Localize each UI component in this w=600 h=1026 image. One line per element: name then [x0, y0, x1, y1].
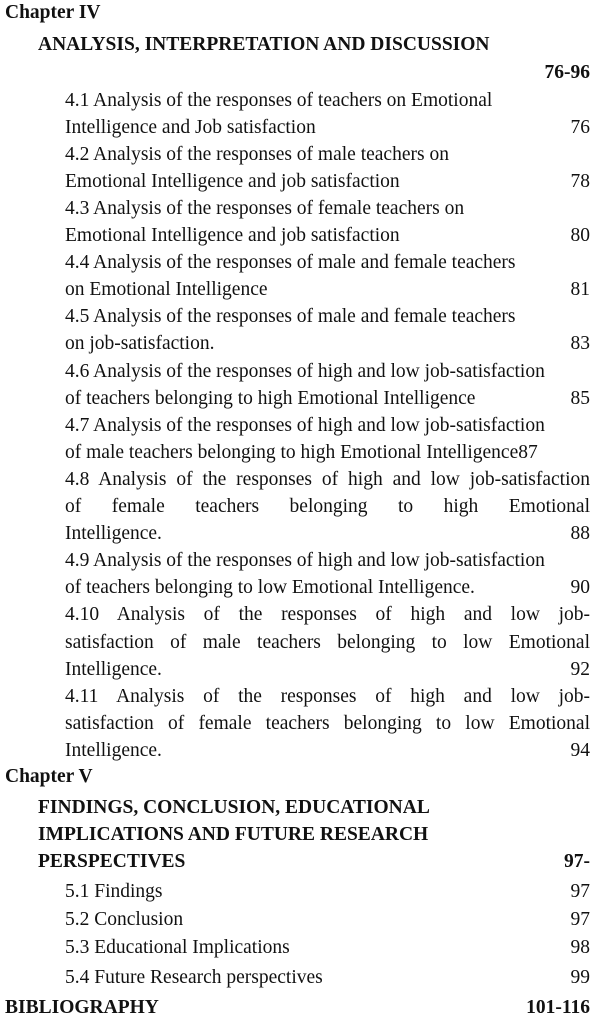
page-number: 101-116	[526, 997, 590, 1018]
toc-entry-line	[65, 114, 590, 141]
toc-entry-line	[65, 330, 590, 357]
toc-entry-line-text: Intelligence and Job satisfaction	[65, 116, 316, 138]
toc-entry-line-text: 5.1 Findings	[65, 881, 163, 902]
toc-entry-line	[65, 934, 590, 961]
toc-entry-line-text: satisfaction of male teachers belonging to low Emotional	[65, 631, 590, 653]
toc-entry-line	[65, 222, 590, 249]
toc-entry-line	[65, 493, 590, 520]
page-number: 94	[570, 739, 590, 761]
toc-entry-line-text: Emotional Intelligence and job satisfaction	[65, 225, 400, 246]
toc-entry-line-text: Intelligence.	[65, 739, 162, 761]
page-number: 98	[570, 937, 590, 958]
toc-entry-line-text: 5.2 Conclusion	[65, 909, 184, 930]
page-number: 97-	[564, 851, 590, 872]
page-number: 80	[570, 225, 590, 246]
page-number: 97	[570, 909, 590, 930]
chapter-title	[38, 821, 590, 848]
toc-entry-line-text: of male teachers belonging to high Emotional Intelligence87	[65, 441, 538, 463]
page-number: 99	[570, 967, 590, 988]
chapter-label	[5, 763, 590, 790]
chapter-label	[5, 0, 590, 26]
chapter-title-text: IMPLICATIONS AND FUTURE RESEARCH	[38, 824, 429, 845]
toc-entry-line-text: 4.2 Analysis of the responses of male teachers on	[65, 143, 449, 165]
toc-entry-line	[65, 466, 590, 493]
page-number: 90	[570, 577, 590, 599]
page-number: 78	[570, 170, 590, 192]
toc-entry-line-text: 4.3 Analysis of the responses of female teachers on	[65, 197, 465, 219]
chapter-title-text: PERSPECTIVES	[38, 851, 186, 872]
bibliography-entry	[5, 994, 590, 1021]
toc-entry-line	[65, 683, 590, 710]
toc-entry-line-text: 4.4 Analysis of the responses of male and female teachers	[65, 252, 516, 274]
toc-entry-line	[65, 878, 590, 905]
toc-entry-line	[65, 629, 590, 656]
page-number: 92	[570, 658, 590, 680]
chapter-title	[38, 848, 590, 875]
page-number: 85	[570, 387, 590, 409]
chapter-title	[38, 31, 590, 58]
chapter-title-text: ANALYSIS, INTERPRETATION AND DISCUSSION	[38, 34, 490, 55]
toc-entry-line	[65, 276, 590, 303]
toc-entry-line	[65, 656, 590, 683]
toc-entry-line-text: on Emotional Intelligence	[65, 279, 268, 301]
page-number: 97	[570, 881, 590, 902]
toc-entry-line	[65, 964, 590, 991]
toc-entry-line-text: 4.6 Analysis of the responses of high and low job-satisfaction	[65, 360, 545, 382]
toc-entry-line	[65, 574, 590, 601]
toc-entry-line-text: satisfaction of female teachers belonging to low Emotional	[65, 712, 590, 734]
chapter-page-range: 76-96	[544, 62, 590, 83]
toc-entry-line	[65, 520, 590, 547]
toc-entry-line	[65, 141, 590, 168]
toc-entry-line	[65, 737, 590, 764]
toc-entry-line-text: 4.10 Analysis of the responses of high and low job-	[65, 604, 590, 626]
toc-entry-line	[65, 601, 590, 628]
toc-entry-line	[65, 412, 590, 439]
chapter-label-text: Chapter V	[5, 766, 93, 787]
toc-entry-line	[65, 303, 590, 330]
page-number: 83	[570, 333, 590, 355]
toc-entry-line-text: 5.4 Future Research perspectives	[65, 967, 323, 988]
toc-entry-line-text: of female teachers belonging to high Emotional	[65, 496, 590, 517]
toc-entry-line-text: on job-satisfaction.	[65, 333, 215, 355]
bibliography-entry-text: BIBLIOGRAPHY	[5, 997, 159, 1018]
toc-entry-line	[65, 547, 590, 574]
toc-entry-line-text: 5.3 Educational Implications	[65, 937, 290, 958]
toc-entry-line-text: 4.5 Analysis of the responses of male and female teachers	[65, 306, 516, 328]
toc-entry-line	[65, 385, 590, 412]
toc-entry-line-text: of teachers belonging to high Emotional Intelligence	[65, 387, 476, 409]
toc-entry-line-text: 4.11 Analysis of the responses of high and low job-	[65, 685, 590, 707]
page-number: 88	[570, 523, 590, 545]
toc-entry-line	[65, 439, 590, 466]
toc-entry-line	[65, 87, 590, 114]
chapter-title	[38, 794, 590, 821]
page-number: 81	[570, 279, 590, 301]
toc-entry-line-text: Intelligence.	[65, 658, 162, 680]
chapter-title-text: FINDINGS, CONCLUSION, EDUCATIONAL	[38, 797, 430, 818]
toc-entry-line-text: of teachers belonging to low Emotional Intelligence.	[65, 577, 475, 599]
toc-entry-line	[65, 249, 590, 276]
chapter-label-text: Chapter IV	[5, 2, 101, 23]
toc-entry-line-text: 4.7 Analysis of the responses of high and low job-satisfaction	[65, 414, 545, 436]
toc-entry-line	[65, 906, 590, 933]
toc-entry-line	[65, 358, 590, 385]
toc-entry-line	[65, 710, 590, 737]
toc-entry-line	[65, 168, 590, 195]
toc-entry-line-text: 4.9 Analysis of the responses of high and low job-satisfaction	[65, 550, 545, 572]
toc-entry-line-text: 4.8 Analysis of the responses of high and low job-satisfaction	[65, 468, 590, 490]
toc-entry-line-text: 4.1 Analysis of the responses of teachers on Emotional	[65, 89, 493, 111]
toc-entry-line	[65, 195, 590, 222]
toc-entry-line-text: Emotional Intelligence and job satisfaction	[65, 170, 400, 192]
toc-entry-line-text: Intelligence.	[65, 523, 162, 545]
page-number: 76	[570, 116, 590, 138]
